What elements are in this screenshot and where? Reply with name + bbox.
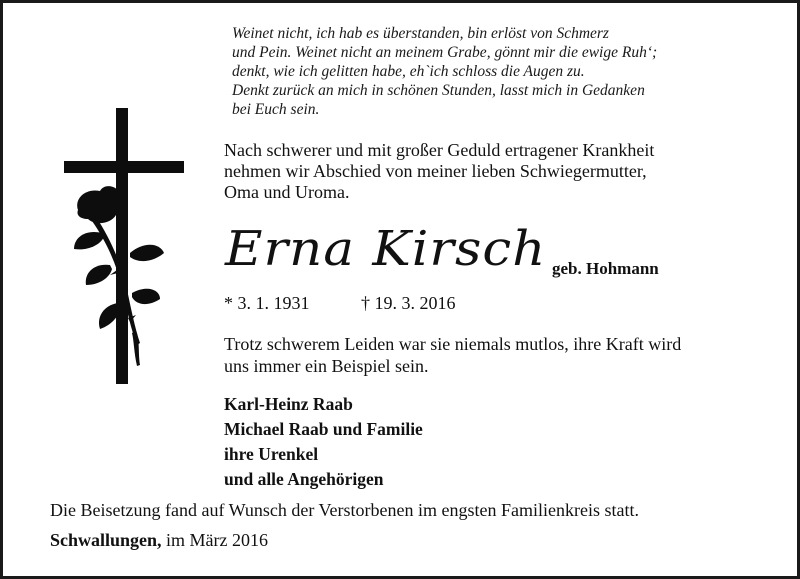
intro-text [224, 140, 764, 203]
birth-date: * 3. 1. 1931 [224, 293, 310, 313]
poem-line: Denkt zurück an mich in schönen Stunden, lasst mich in Gedanken [232, 82, 645, 99]
mourner-entry: Michael Raab und Familie [224, 419, 423, 439]
deceased-name: Erna Kirsch [225, 221, 547, 277]
cross-with-rose-icon [60, 103, 190, 388]
mourner-entry: ihre Urenkel [224, 444, 319, 464]
maiden-name: geb. Hohmann [552, 259, 659, 278]
mourner-entry: Karl-Heinz Raab [224, 394, 353, 414]
poem-line: bei Euch sein. [232, 101, 320, 118]
mourner-entry: und alle Angehörigen [224, 469, 384, 489]
poem-line: und Pein. Weinet nicht an meinem Grabe, gönnt mir die ewige Ruh‘; [232, 44, 658, 61]
poem-line: denkt, wie ich gelitten habe, eh`ich schloss die Augen zu. [232, 63, 585, 80]
tribute-line: Trotz schwerem Leiden war sie niemals mutlos, ihre Kraft wird [224, 334, 682, 354]
tribute-text [224, 333, 764, 377]
place-date-line [50, 530, 268, 551]
date-text: im März 2016 [166, 530, 269, 550]
poem-line: Weinet nicht, ich hab es überstanden, bin erlöst von Schmerz [232, 25, 609, 42]
place-name: Schwallungen, [50, 530, 162, 550]
intro-line: Oma und Uroma. [224, 182, 350, 202]
intro-line: nehmen wir Abschied von meiner lieben Schwiegermutter, [224, 161, 647, 181]
tribute-line: uns immer ein Beispiel sein. [224, 356, 429, 376]
mourners-list [224, 392, 423, 492]
death-date: † 19. 3. 2016 [361, 293, 456, 313]
funeral-note: Die Beisetzung fand auf Wunsch der Verstorbenen im engsten Familienkreis statt. [50, 500, 639, 520]
memorial-poem [232, 24, 772, 119]
intro-line: Nach schwerer und mit großer Geduld ertragener Krankheit [224, 140, 655, 160]
